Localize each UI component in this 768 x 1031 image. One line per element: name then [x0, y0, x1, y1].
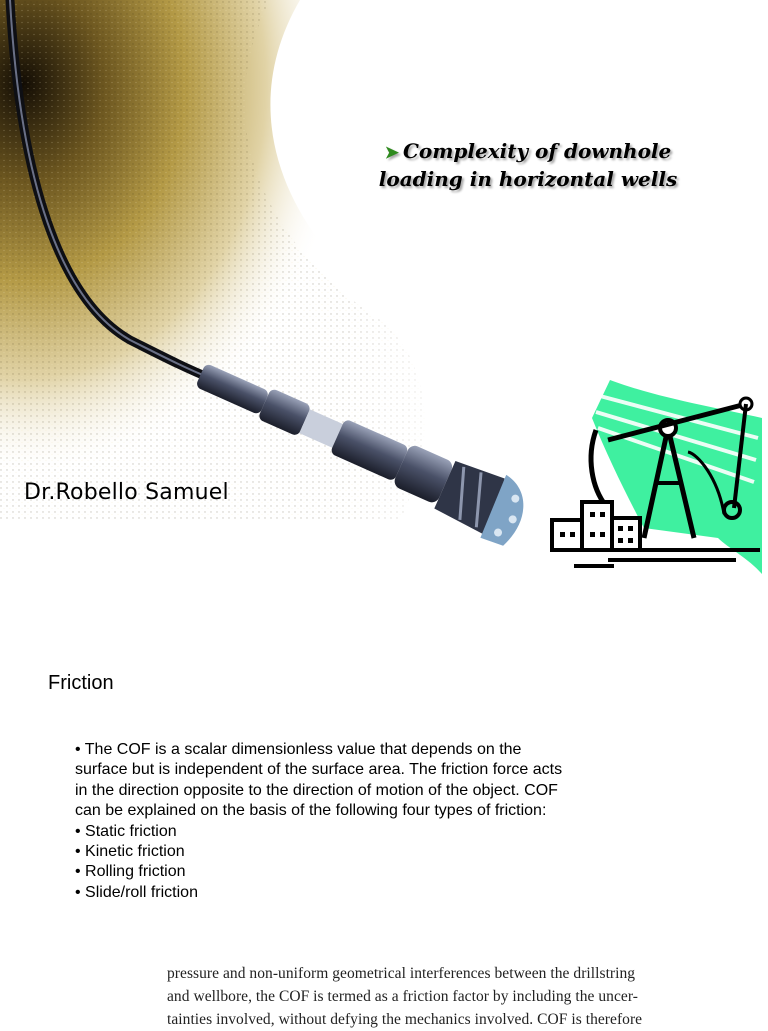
friction-description	[75, 740, 575, 903]
list-item: • Kinetic friction	[75, 842, 575, 862]
oil-rig-clipart-icon	[548, 378, 764, 578]
friction-types-list	[75, 822, 575, 904]
arrow-bullet-icon: ➤	[384, 143, 399, 163]
list-item: • Slide/roll friction	[75, 883, 575, 903]
list-item: • Static friction	[75, 822, 575, 842]
excerpt-line-2: and wellbore, the COF is termed as a friction factor by including the uncer-	[167, 988, 638, 1005]
intro-text: The COF is a scalar dimensionless value that depends on the surface but is independent of the surface area. The friction force acts in the direction opposite to the direction of motion of the object. COF can be explained on the basis of the following four types of friction:	[75, 741, 563, 820]
book-excerpt	[167, 962, 667, 1031]
list-item: • Rolling friction	[75, 862, 575, 882]
section-title: Friction	[48, 672, 114, 694]
intro-paragraph: • The COF is a scalar dimensionless value that depends on the surface but is independent of the surface area. The friction force acts in the direction opposite to the direction of motion of the object. COF can be explained on the basis of the following four types of friction:	[75, 741, 563, 820]
title-line-1: Complexity of downhole	[402, 139, 672, 163]
slide-title	[348, 138, 708, 192]
excerpt-line-1: pressure and non-uniform geometrical interferences between the drillstring	[167, 965, 636, 982]
excerpt-line-3: tainties involved, without defying the mechanics involved. COF is therefore	[167, 1011, 643, 1028]
author-name: Dr.Robello Samuel	[24, 480, 229, 505]
title-line-2: loading in horizontal wells	[378, 167, 678, 191]
